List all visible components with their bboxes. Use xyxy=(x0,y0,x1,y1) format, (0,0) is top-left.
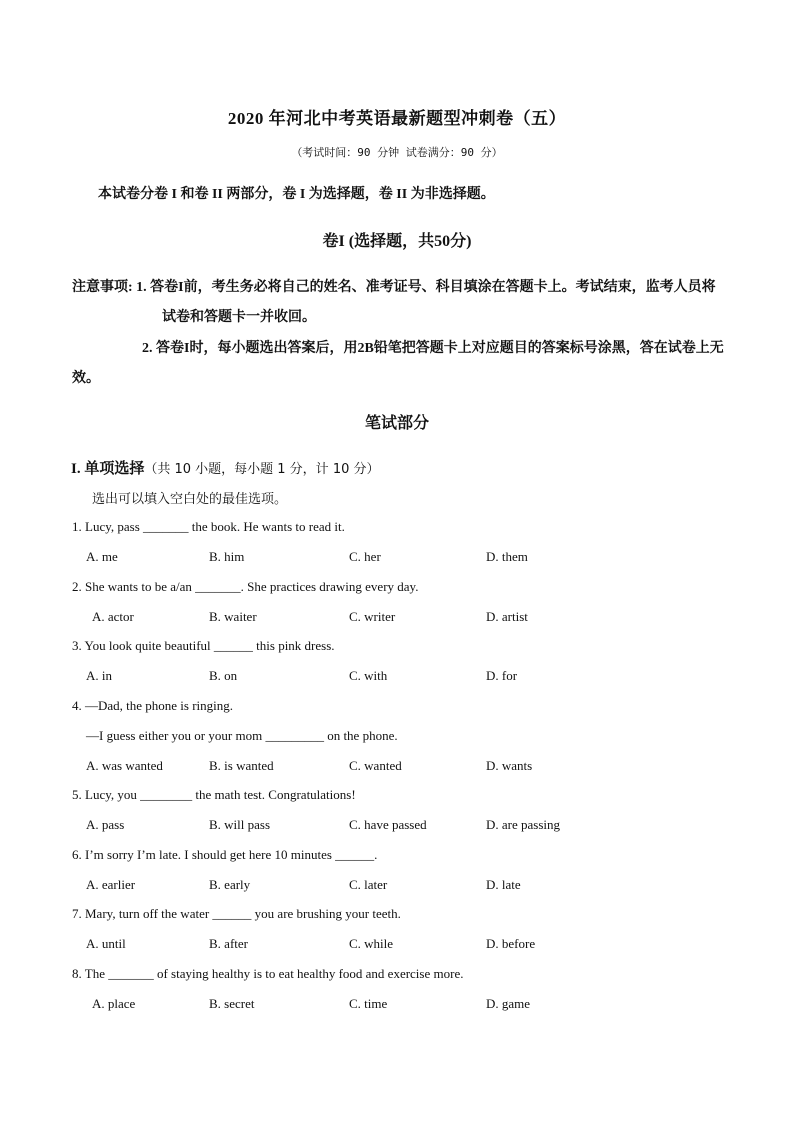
question-6-option-a: A. earlier xyxy=(86,876,136,892)
question-4-line-2: —I guess either you or your mom _________ on the phone. xyxy=(86,727,398,743)
question-1-option-b: B. him xyxy=(209,549,245,564)
question-3-line-1: 3. You look quite beautiful ______ this pink dress. xyxy=(72,638,335,653)
question-6-option-c: C. later xyxy=(349,876,388,892)
question-4-option-b: B. is wanted xyxy=(209,757,274,773)
question-1-option-a: A. me xyxy=(86,549,118,564)
question-5-option-a: A. pass xyxy=(86,817,125,832)
notice-line-4: 效。 xyxy=(72,371,100,386)
question-4-line-1: 4. —Dad, the phone is ringing. xyxy=(72,697,234,713)
question-1-option-d: D. them xyxy=(486,549,528,564)
exam-intro: 本试卷分卷 I 和卷 II 两部分，卷 I 为选择题，卷 II 为非选择题。 xyxy=(98,187,495,202)
question-8-line-1: 8. The _______ of staying healthy is to eat healthy food and exercise more. xyxy=(72,965,464,981)
question-1-option-c: C. her xyxy=(349,549,381,564)
question-3-option-a: A. in xyxy=(86,668,112,683)
question-7-option-d: D. before xyxy=(486,936,536,951)
question-7-option-b: B. after xyxy=(209,936,248,951)
question-5-line-1: 5. Lucy, you ________ the math test. Congratulations! xyxy=(72,787,356,802)
question-5-option-b: B. will pass xyxy=(209,817,271,832)
notice-line-2: 试卷和答题卡一并收回。 xyxy=(162,310,316,325)
question-6-option-d: D. late xyxy=(486,876,521,892)
notice-line-1: 注意事项: 1. 答卷I前，考生务必将自己的姓名、准考证号、科目填涂在答题卡上。考试结束，监考人员将 xyxy=(72,280,716,295)
question-7-line-1: 7. Mary, turn off the water ______ you are brushing your teeth. xyxy=(72,906,401,921)
question-4-option-a: A. was wanted xyxy=(86,757,163,773)
question-2-option-c: C. writer xyxy=(349,608,396,624)
question-4-option-c: C. wanted xyxy=(349,757,402,773)
section-1-instruction: 选出可以填入空白处的最佳选项。 xyxy=(92,492,288,507)
question-4-option-d: D. wants xyxy=(486,757,533,773)
question-2-option-a: A. actor xyxy=(92,608,134,624)
question-3-option-d: D. for xyxy=(486,668,518,683)
question-8-option-b: B. secret xyxy=(209,995,255,1011)
question-8-option-c: C. time xyxy=(349,995,388,1011)
question-6-line-1: 6. I’m sorry I’m late. I should get here 10 minutes ______. xyxy=(72,846,378,862)
question-7-option-c: C. while xyxy=(349,936,394,951)
notice-line-3: 2. 答卷I时，每小题选出答案后，用2B铅笔把答题卡上对应题目的答案标号涂黑，答在试卷上无 xyxy=(142,341,724,356)
section-1-scoring: （共 10 小题，每小题 1 分，计 10 分） xyxy=(144,462,380,477)
question-5-option-c: C. have passed xyxy=(349,817,427,832)
part-heading: 笔试部分 xyxy=(364,415,429,432)
question-7-option-a: A. until xyxy=(86,936,126,951)
question-8-option-d: D. game xyxy=(486,995,531,1011)
question-2-option-d: D. artist xyxy=(486,608,528,624)
question-2-option-b: B. waiter xyxy=(209,608,257,624)
question-3-option-b: B. on xyxy=(209,668,238,683)
section-1-title xyxy=(71,457,380,478)
question-1-line-1: 1. Lucy, pass _______ the book. He wants to read it. xyxy=(72,519,345,534)
section-1-lead: I. 单项选择 xyxy=(71,461,145,477)
question-2-line-1: 2. She wants to be a/an _______. She practices drawing every day. xyxy=(72,578,419,594)
question-5-option-d: D. are passing xyxy=(486,817,561,832)
question-8-option-a: A. place xyxy=(92,995,136,1011)
exam-info: （考试时间：90 分钟 试卷满分：90 分） xyxy=(291,146,503,159)
volume-1-heading: 卷I (选择题，共50分) xyxy=(322,233,472,250)
question-3-option-c: C. with xyxy=(349,668,388,683)
question-6-option-b: B. early xyxy=(209,876,251,892)
page-title: 2020 年河北中考英语最新题型冲刺卷（五） xyxy=(227,109,567,128)
